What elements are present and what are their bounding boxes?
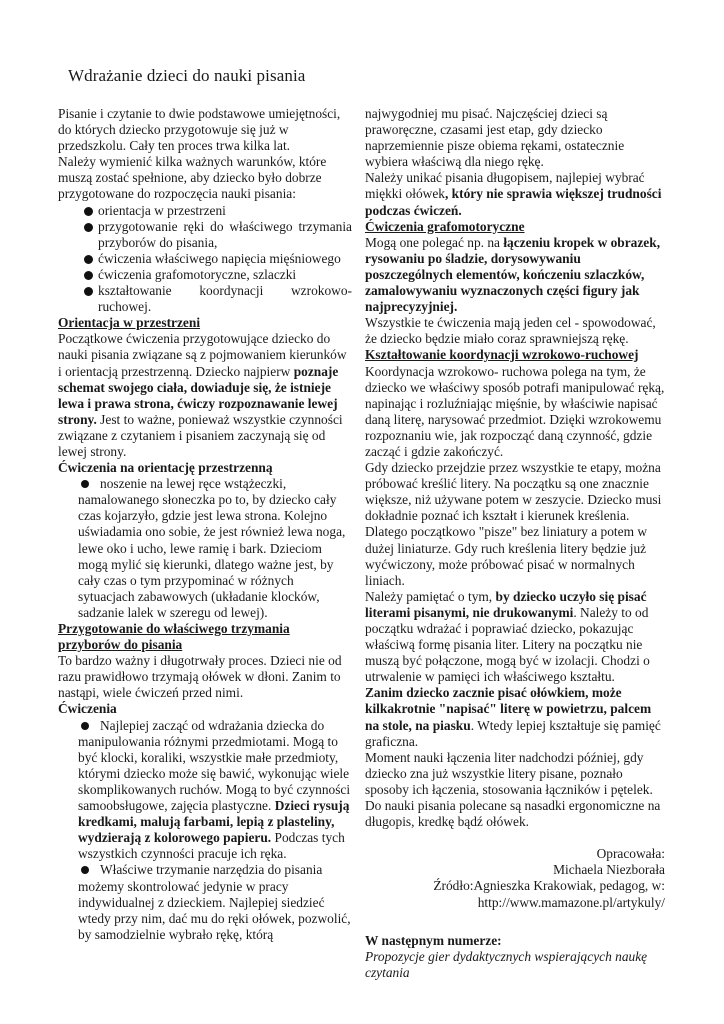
conditions-list	[58, 203, 352, 316]
hand-paragraph: To bardzo ważny i długotrwały proces. Dzieci nie od razu prawidłowo trzymają ołówek w dłoni. Zanim to nastąpi, wiele ćwiczeń przed nimi.	[58, 653, 342, 701]
next-issue-heading: W następnym numerze:	[365, 932, 502, 948]
list-item: ćwiczenia grafomotoryczne, szlaczki	[58, 267, 352, 283]
list-item: ćwiczenia właściwego napięcia mięśniowego	[58, 251, 352, 267]
list-item: przygotowanie ręki do właściwego trzymania przyborów do pisania,	[58, 219, 352, 251]
koord-paragraph-2: Gdy dziecko przejdzie przez wszystkie te etapy, można próbować kreślić litery. Na początku są one znacznie większe, niż używane potem w zeszycie. Dziecko musi dokładnie poznać ich kształt i kierunek kreślenia. Dlatego początkowo "pisze" bez liniatury a potem w dużej liniaturze. Gdy ruch kreślenia litery będzie już wyćwiczony, może próbować pisać w normalnych liniach.	[365, 460, 662, 588]
bullet-icon	[84, 207, 93, 216]
koord-paragraph-5: Moment nauki łączenia liter nadchodzi później, gdy dziecko zna już wszystkie litery pisane, poznało sposoby ich łączenia, stosowania łączników i pętelek. Do nauki pisania polecane są nasadki ergonomiczne na długopis, kredkę bądź ołówek.	[365, 749, 661, 830]
section-heading: Przygotowanie do właściwego trzymania przyborów do pisania	[58, 621, 290, 653]
bullet-icon	[84, 223, 93, 232]
section-heading: Kształtowanie koordynacji wzrokowo-ruchowej	[365, 347, 639, 363]
grafo-paragraph: Mogą one polegać np. na łączeniu kropek w obrazek, rysowaniu po śladzie, dorysowywaniu poszczególnych elementów, kończeniu szlaczków, zamalowywaniu wyznaczonych części figury jak najprecyzyjniej.	[365, 234, 661, 315]
list-item: Najlepiej zacząć od wdrażania dziecka do manipulowania różnymi przedmiotami. Mogą to być klocki, koraliki, wszystkie małe przedmioty, którymi dziecko może się bawić, wykonując wiele skomplikowanych ruchów. Mogą to być czynności samoobsługowe, zajęcia plastyczne. Dzieci rysują kredkami, malują farbami, lepią z plasteliny, wydzierają z kolorowego papieru. Podczas tych wszystkich czynności pracuje ich ręka.	[78, 717, 351, 862]
list-item: kształtowanie koordynacji wzrokowo-ruchowej.	[58, 283, 352, 315]
section-heading: Ćwiczenia na orientację przestrzenną	[58, 460, 273, 476]
koord-paragraph-4: Zanim dziecko zacznie pisać ołówkiem, może kilkakrotnie "napisać" literę w powietrzu, palcem na stole, na piasku. Wtedy lepiej kształtuje się pamięć graficzna.	[365, 685, 661, 749]
author-label: Opracowała:	[596, 846, 665, 862]
koord-paragraph-1: Koordynacja wzrokowo- ruchowa polega na tym, że dziecko we właściwy sposób potrafi manipulować ręką, napinając i rozluźniając mięśnie, by właściwie napisać daną literę, narysować przedmiot. Dzięki wzrokowemu rozpoznaniu wie, jak rozpocząć daną czynność, gdzie zacząć i gdzie zakończyć.	[365, 363, 665, 459]
conditions-intro: Należy wymienić kilka ważnych warunków, które muszą zostać spełnione, aby dziecko było dobrze przygotowane do rozpoczęcia nauki pisania:	[58, 154, 327, 202]
source-line: Źródło:Agnieszka Krakowiak, pedagog, w:	[433, 878, 665, 894]
continuation-paragraph: najwygodniej mu pisać. Najczęściej dzieci są praworęczne, czasami jest etap, gdy dziecko naprzemiennie pisze obiema rękami, ostatecznie wybiera właściwą dla niego rękę.	[365, 106, 625, 170]
list-item: Właściwe trzymanie narzędzia do pisania możemy skontrolować jedynie w pracy indywidualnej z dzieckiem. Najlepiej siedzieć wtedy przy nim, dać mu do ręki ołówek, pozwolić, by samodzielnie wybrało rękę, którą	[78, 862, 351, 942]
next-issue-title: Propozycje gier dydaktycznych wspierających naukę czytania	[365, 948, 648, 980]
grafo-goal: Wszystkie te ćwiczenia mają jeden cel - spowodować, że dziecko będzie miało coraz sprawniejszą rękę.	[365, 315, 656, 347]
author-name: Michaela Niezborała	[553, 862, 665, 878]
bullet-icon	[81, 722, 89, 730]
section-heading: Ćwiczenia	[58, 701, 117, 717]
bullet-icon	[84, 255, 93, 264]
koord-paragraph-3: Należy pamiętać o tym, by dziecko uczyło się pisać literami pisanymi, nie drukowanymi. Należy to od początku wdrażać i poprawiać dziecko, pokazując właściwą formę pisania liter. Litery na początku nie muszą być połączone, mogą być w izolacji. Chodzi o utrwalenie w pamięci ich właściwego kształtu.	[365, 588, 650, 685]
orientation-paragraph: Początkowe ćwiczenia przygotowujące dziecko do nauki pisania związane są z pojmowaniem kierunków i orientacją przestrzenną. Dziecko najpierw poznaje schemat swojego ciała, dowiaduje się, że istnieje lewa i prawa strona, ćwiczy rozpoznawanie lewej strony. Jest to ważne, ponieważ wszystkie czynności związane z czytaniem i pisaniem zaczynają się od lewej strony.	[58, 331, 347, 459]
page-title: Wdrażanie dzieci do nauki pisania	[68, 66, 306, 85]
left-column	[58, 106, 352, 943]
intro-paragraph: Pisanie i czytanie to dwie podstawowe umiejętności, do których dziecko przygotowuje się już w przedszkolu. Cały ten proces trwa kilka lat.	[58, 106, 341, 154]
section-heading: Ćwiczenia grafomotoryczne	[365, 218, 525, 234]
list-item: noszenie na lewej ręce wstążeczki, namalowanego słoneczka po to, by dziecko cały czas kojarzyło, gdzie jest lewa strona. Kolejno uświadamia ono sobie, że jest również lewa noga, lewe oko i ucho, lewe ramię i bark. Dzieciom mogą mylić się kierunki, dlatego ważne jest, by cały czas o tym przypominać w różnych sytuacjach zabawowych (układanie klocków, sadzanie lalek w szeregu od lewej).	[78, 476, 346, 620]
list-item: orientacja w przestrzeni	[58, 203, 352, 219]
right-column	[365, 106, 665, 981]
source-url: http://www.mamazone.pl/artykuly/	[477, 894, 665, 910]
bullet-icon	[84, 271, 93, 280]
section-heading: Orientacja w przestrzeni	[58, 315, 201, 331]
pencil-paragraph: Należy unikać pisania długopisem, najlepiej wybrać miękki ołówek, który nie sprawia większej trudności podczas ćwiczeń.	[365, 170, 662, 218]
bullet-icon	[84, 287, 93, 296]
